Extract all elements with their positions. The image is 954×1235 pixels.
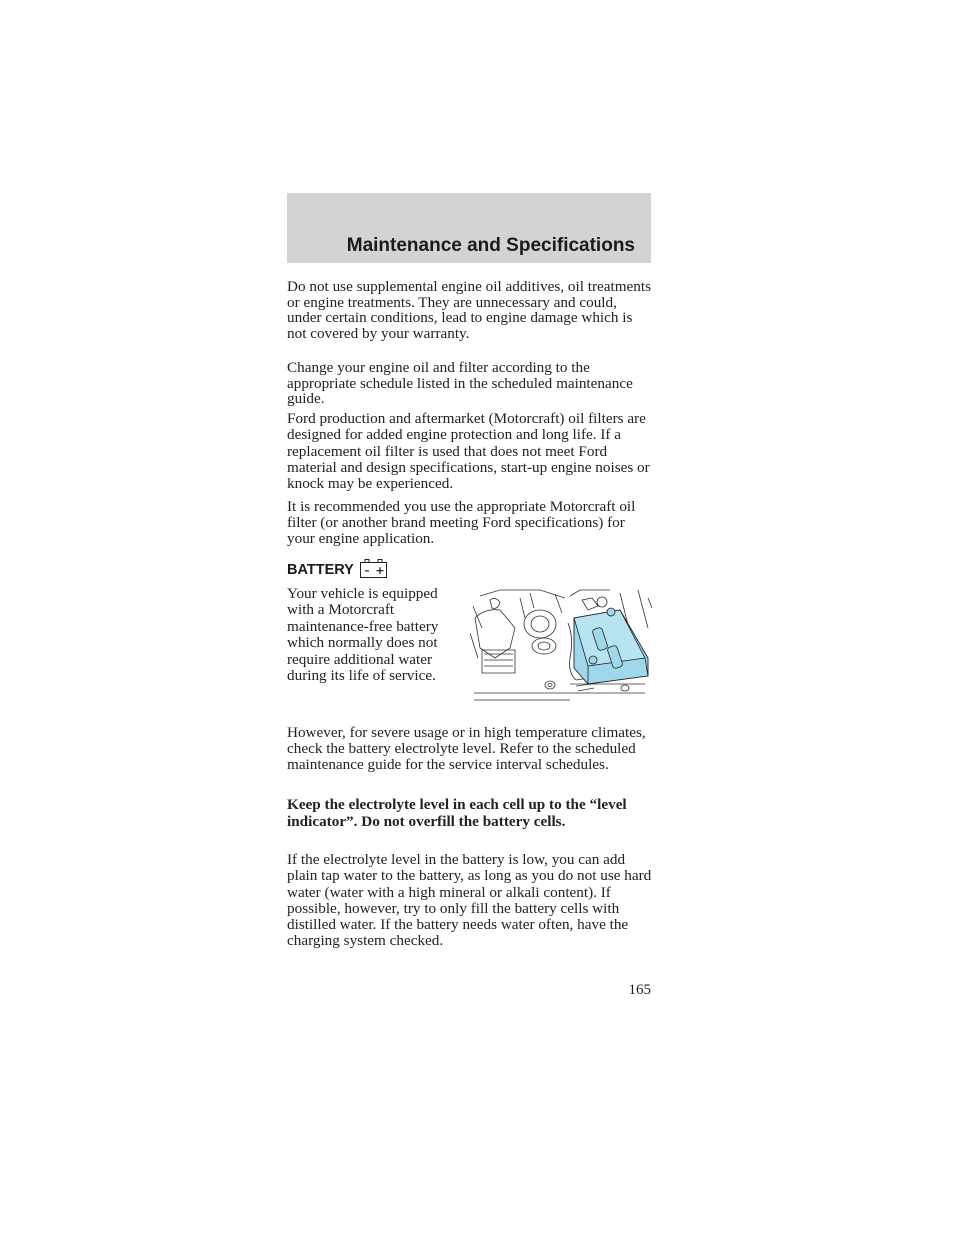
section-title: Maintenance and Specifications [346,235,635,256]
battery-icon-plus: + [375,564,385,577]
additives-paragraph: Do not use supplemental engine oil additives, oil treatments or engine treatments. They are unnecessary and could, under certain conditions, lead to engine damage which is not covered by your warranty. [287,278,652,342]
battery-warning-icon [360,559,387,578]
change-oil-paragraph: Change your engine oil and filter according to the appropriate schedule listed in the scheduled maintenance guide. [287,359,633,407]
battery-icon-minus: – [364,565,370,577]
electrolyte-warning-paragraph: Keep the electrolyte level in each cell up to the “level indicator”. Do not overfill the battery cells. [287,796,627,830]
recommended-filter-paragraph: It is recommended you use the appropriate Motorcraft oil filter (or another brand meeting Ford specifications) for your engine application. [287,498,636,547]
battery-intro-paragraph: Your vehicle is equipped with a Motorcraft maintenance-free battery which normally does not require additional water during its life of service. [287,585,439,685]
section-header [287,193,651,263]
page-number: 165 [628,982,651,998]
battery-highlight [568,608,648,684]
engine-compartment-battery-illustration [470,588,652,708]
oil-filters-paragraph: Ford production and aftermarket (Motorcraft) oil filters are designed for added engine protection and long life. If a replacement oil filter is used that does not meet Ford material and design specifications, start-up engine noises or knock may be experienced. [287,410,650,493]
low-electrolyte-paragraph: If the electrolyte level in the battery is low, you can add plain tap water to the battery, as long as you do not use hard water (water with a high mineral or alkali content). If possible, however, try to only fill the battery cells with distilled water. If the battery needs water often, have the charging system checked. [287,851,652,950]
severe-usage-paragraph: However, for severe usage or in high temperature climates, check the battery electrolyte level. Refer to the scheduled maintenance guide for the service interval schedules. [287,724,646,774]
battery-heading [287,561,387,578]
battery-heading-label: BATTERY [287,561,354,578]
